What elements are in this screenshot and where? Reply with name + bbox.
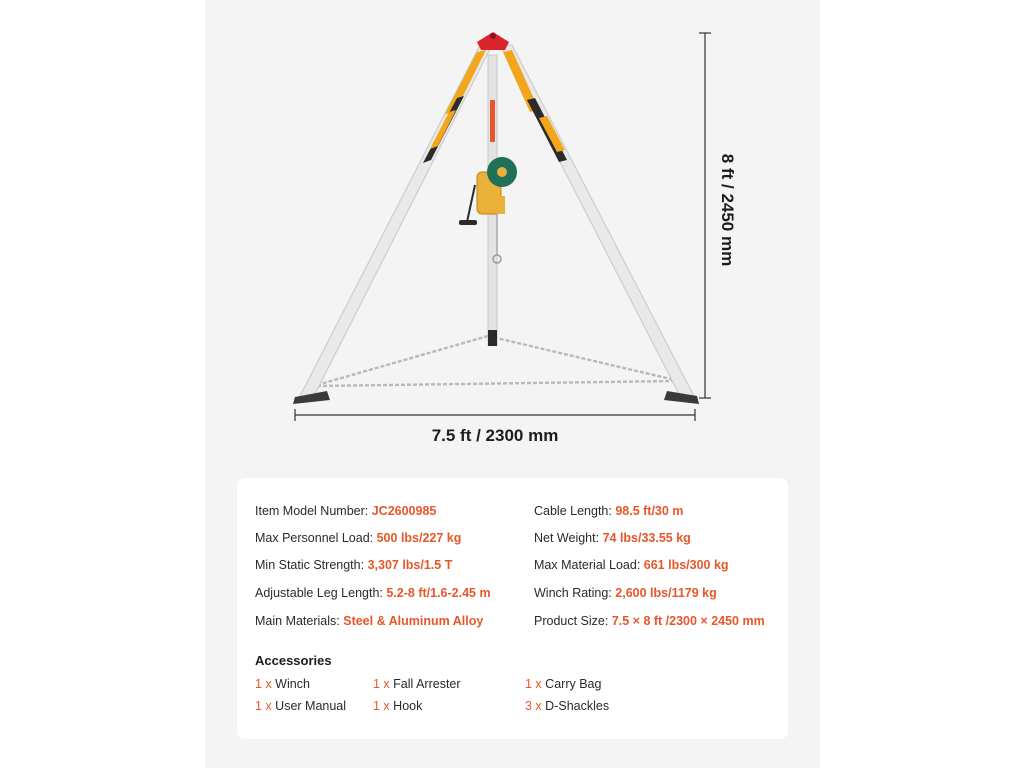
accessory-name: Hook <box>393 699 423 713</box>
spec-value: JC2600985 <box>371 504 437 518</box>
accessory-qty: 1 x <box>373 677 390 691</box>
spec-label: Min Static Strength: <box>255 558 368 572</box>
spec-label: Cable Length: <box>534 504 616 518</box>
spec-label: Item Model Number: <box>255 504 372 518</box>
accessory-name: Carry Bag <box>545 677 602 691</box>
spec-cable-length <box>534 504 683 518</box>
accessory-item <box>525 699 609 713</box>
spec-winch-rating <box>534 586 717 600</box>
accessory-item <box>373 677 461 691</box>
accessory-name: D-Shackles <box>545 699 610 713</box>
spec-label: Product Size: <box>534 614 612 628</box>
spec-max-personnel-load <box>255 531 461 545</box>
right-leg <box>500 45 699 404</box>
accessory-qty: 1 x <box>255 677 272 691</box>
spec-adjustable-leg-length <box>255 586 491 600</box>
spec-product-size <box>534 614 765 628</box>
spec-main-materials <box>255 614 483 628</box>
spec-label: Net Weight: <box>534 531 603 545</box>
spec-label: Winch Rating: <box>534 586 616 600</box>
spec-value: 500 lbs/227 kg <box>376 531 462 545</box>
spec-label: Main Materials: <box>255 614 344 628</box>
accessory-item <box>525 677 601 691</box>
spec-value: 98.5 ft/30 m <box>615 504 684 518</box>
spec-value: 74 lbs/33.55 kg <box>602 531 691 545</box>
accessory-name: Fall Arrester <box>393 677 461 691</box>
spec-max-material-load <box>534 558 729 572</box>
accessory-item <box>255 677 310 691</box>
accessory-item <box>255 699 346 713</box>
tripod-head <box>477 32 509 50</box>
accessory-qty: 3 x <box>525 699 542 713</box>
spec-value: 7.5 × 8 ft /2300 × 2450 mm <box>611 614 765 628</box>
spec-net-weight <box>534 531 691 545</box>
accessory-name: Winch <box>275 677 310 691</box>
height-dimension-text: 8 ft / 2450 mm <box>718 153 737 267</box>
spec-model-number <box>255 504 436 518</box>
spec-value: 5.2-8 ft/1.6-2.45 m <box>386 586 491 600</box>
spec-label: Adjustable Leg Length: <box>255 586 387 600</box>
spec-label: Max Personnel Load: <box>255 531 377 545</box>
width-dimension-line <box>295 409 695 421</box>
height-dimension-line <box>699 33 711 398</box>
width-dimension-label: 7.5 ft / 2300 mm <box>431 426 559 445</box>
accessory-qty: 1 x <box>255 699 272 713</box>
spec-value: Steel & Aluminum Alloy <box>343 614 484 628</box>
spec-card <box>237 478 788 739</box>
spec-label: Max Material Load: <box>534 558 644 572</box>
accessory-qty: 1 x <box>373 699 390 713</box>
spec-min-static-strength <box>255 558 452 572</box>
accessory-name: User Manual <box>275 699 347 713</box>
spec-value: 661 lbs/300 kg <box>643 558 729 572</box>
spec-value: 3,307 lbs/1.5 T <box>367 558 453 572</box>
accessory-qty: 1 x <box>525 677 542 691</box>
accessories-title: Accessories <box>255 653 332 668</box>
spec-value: 2,600 lbs/1179 kg <box>615 586 717 600</box>
accessory-item <box>373 699 422 713</box>
